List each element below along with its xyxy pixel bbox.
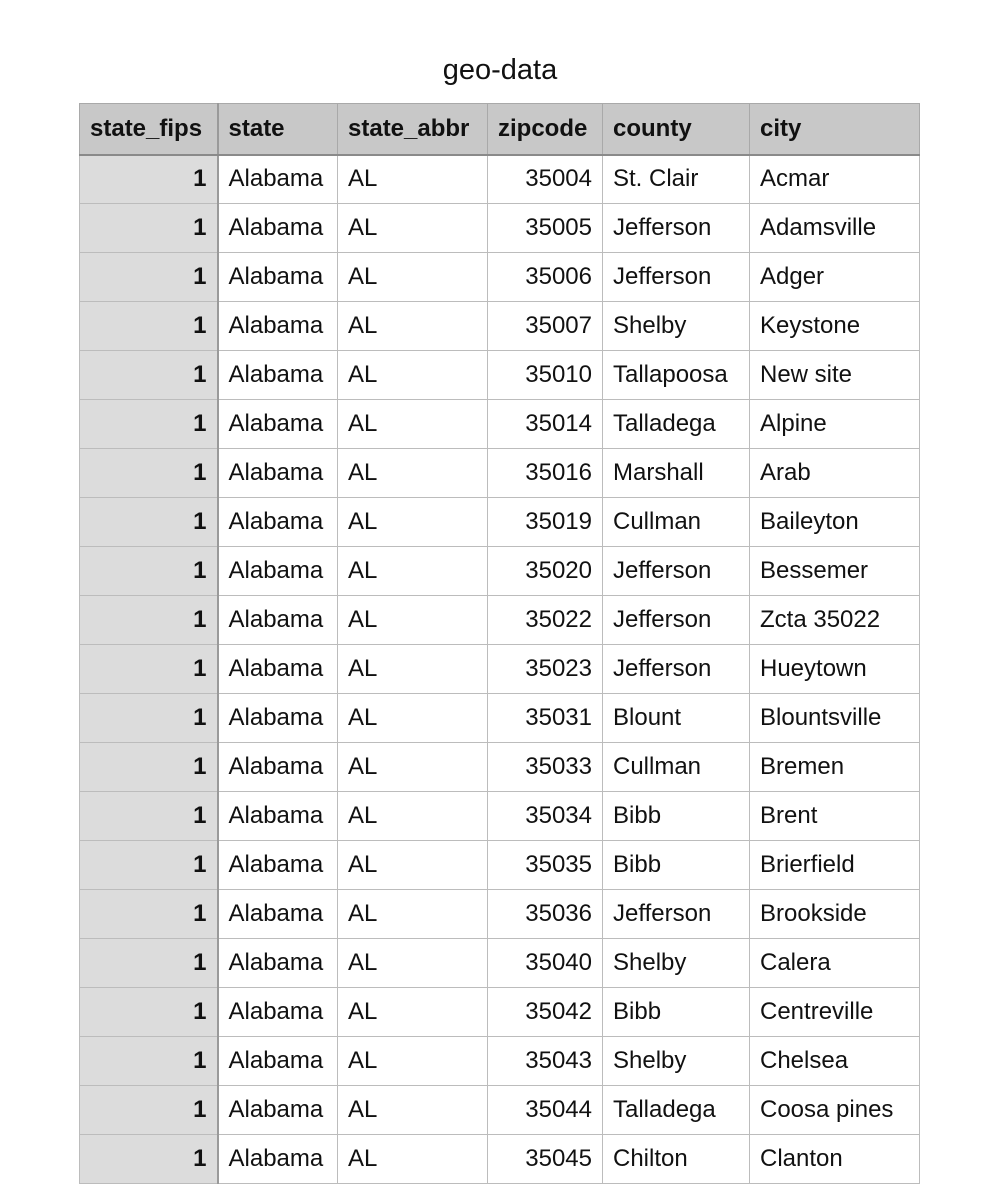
cell-county[interactable]: Shelby bbox=[603, 939, 750, 988]
table-row bbox=[80, 302, 920, 351]
cell-zipcode[interactable]: 35044 bbox=[488, 1086, 603, 1135]
cell-county[interactable]: Cullman bbox=[603, 743, 750, 792]
cell-state[interactable]: Alabama bbox=[218, 694, 338, 743]
cell-county[interactable]: Talladega bbox=[603, 400, 750, 449]
cell-state-fips[interactable]: 1 bbox=[80, 351, 218, 400]
table-row bbox=[80, 204, 920, 253]
cell-county[interactable]: Jefferson bbox=[603, 596, 750, 645]
cell-state-fips[interactable]: 1 bbox=[80, 449, 218, 498]
cell-zipcode[interactable]: 35016 bbox=[488, 449, 603, 498]
table-row bbox=[80, 694, 920, 743]
cell-state-abbr[interactable]: AL bbox=[338, 841, 488, 890]
cell-state-abbr[interactable]: AL bbox=[338, 743, 488, 792]
cell-state[interactable]: Alabama bbox=[218, 351, 338, 400]
cell-county[interactable]: Shelby bbox=[603, 302, 750, 351]
cell-state-fips[interactable]: 1 bbox=[80, 890, 218, 939]
table-row bbox=[80, 1086, 920, 1135]
cell-city[interactable]: New site bbox=[750, 351, 920, 400]
cell-state-abbr[interactable]: AL bbox=[338, 596, 488, 645]
cell-state-abbr[interactable]: AL bbox=[338, 547, 488, 596]
cell-state-fips[interactable]: 1 bbox=[80, 498, 218, 547]
cell-zipcode[interactable]: 35005 bbox=[488, 204, 603, 253]
cell-state-fips[interactable]: 1 bbox=[80, 694, 218, 743]
cell-state[interactable]: Alabama bbox=[218, 792, 338, 841]
cell-county[interactable]: Jefferson bbox=[603, 204, 750, 253]
cell-state[interactable]: Alabama bbox=[218, 449, 338, 498]
data-table bbox=[79, 103, 920, 1184]
cell-state-fips[interactable]: 1 bbox=[80, 1086, 218, 1135]
cell-zipcode[interactable]: 35036 bbox=[488, 890, 603, 939]
table-row bbox=[80, 841, 920, 890]
cell-state[interactable]: Alabama bbox=[218, 547, 338, 596]
cell-city[interactable]: Brierfield bbox=[750, 841, 920, 890]
cell-county[interactable]: Bibb bbox=[603, 792, 750, 841]
cell-state-fips[interactable]: 1 bbox=[80, 743, 218, 792]
cell-zipcode[interactable]: 35043 bbox=[488, 1037, 603, 1086]
cell-county[interactable]: Tallapoosa bbox=[603, 351, 750, 400]
cell-state-abbr[interactable]: AL bbox=[338, 204, 488, 253]
cell-state[interactable]: Alabama bbox=[218, 204, 338, 253]
table-row bbox=[80, 890, 920, 939]
cell-state-abbr[interactable]: AL bbox=[338, 939, 488, 988]
cell-county[interactable]: Chilton bbox=[603, 1135, 750, 1184]
cell-state-abbr[interactable]: AL bbox=[338, 1135, 488, 1184]
cell-state[interactable]: Alabama bbox=[218, 302, 338, 351]
cell-city[interactable]: Adamsville bbox=[750, 204, 920, 253]
cell-state-abbr[interactable]: AL bbox=[338, 449, 488, 498]
cell-state-fips[interactable]: 1 bbox=[80, 253, 218, 302]
table-row bbox=[80, 155, 920, 204]
cell-state-abbr[interactable]: AL bbox=[338, 694, 488, 743]
column-header-state[interactable]: state bbox=[218, 104, 338, 155]
cell-state-abbr[interactable]: AL bbox=[338, 498, 488, 547]
column-header-zipcode[interactable]: zipcode bbox=[488, 104, 603, 155]
cell-city[interactable]: Brookside bbox=[750, 890, 920, 939]
cell-state[interactable]: Alabama bbox=[218, 890, 338, 939]
cell-state[interactable]: Alabama bbox=[218, 400, 338, 449]
cell-zipcode[interactable]: 35033 bbox=[488, 743, 603, 792]
table-row bbox=[80, 988, 920, 1037]
table-row bbox=[80, 743, 920, 792]
cell-zipcode[interactable]: 35035 bbox=[488, 841, 603, 890]
cell-state-abbr[interactable]: AL bbox=[338, 1037, 488, 1086]
cell-zipcode[interactable]: 35020 bbox=[488, 547, 603, 596]
cell-state[interactable]: Alabama bbox=[218, 841, 338, 890]
cell-zipcode[interactable]: 35019 bbox=[488, 498, 603, 547]
cell-state-fips[interactable]: 1 bbox=[80, 302, 218, 351]
cell-state-abbr[interactable]: AL bbox=[338, 645, 488, 694]
cell-state-fips[interactable]: 1 bbox=[80, 988, 218, 1037]
cell-city[interactable]: Acmar bbox=[750, 155, 920, 204]
cell-state[interactable]: Alabama bbox=[218, 253, 338, 302]
cell-city[interactable]: Blountsville bbox=[750, 694, 920, 743]
cell-state-fips[interactable]: 1 bbox=[80, 939, 218, 988]
cell-zipcode[interactable]: 35022 bbox=[488, 596, 603, 645]
cell-state[interactable]: Alabama bbox=[218, 1037, 338, 1086]
cell-city[interactable]: Brent bbox=[750, 792, 920, 841]
table-row bbox=[80, 498, 920, 547]
table-row bbox=[80, 547, 920, 596]
cell-county[interactable]: Jefferson bbox=[603, 645, 750, 694]
sheet-title: geo-data bbox=[442, 54, 558, 86]
cell-state[interactable]: Alabama bbox=[218, 743, 338, 792]
cell-city[interactable]: Adger bbox=[750, 253, 920, 302]
cell-state-abbr[interactable]: AL bbox=[338, 155, 488, 204]
table-row bbox=[80, 939, 920, 988]
table-row bbox=[80, 1135, 920, 1184]
cell-city[interactable]: Coosa pines bbox=[750, 1086, 920, 1135]
cell-city[interactable]: Hueytown bbox=[750, 645, 920, 694]
cell-zipcode[interactable]: 35045 bbox=[488, 1135, 603, 1184]
cell-state-fips[interactable]: 1 bbox=[80, 400, 218, 449]
cell-state-fips[interactable]: 1 bbox=[80, 547, 218, 596]
cell-county[interactable]: Jefferson bbox=[603, 253, 750, 302]
cell-state-fips[interactable]: 1 bbox=[80, 841, 218, 890]
cell-state-fips[interactable]: 1 bbox=[80, 596, 218, 645]
cell-county[interactable]: Bibb bbox=[603, 988, 750, 1037]
header-row bbox=[80, 104, 920, 155]
cell-zipcode[interactable]: 35004 bbox=[488, 155, 603, 204]
cell-state[interactable]: Alabama bbox=[218, 645, 338, 694]
cell-city[interactable]: Arab bbox=[750, 449, 920, 498]
table-row bbox=[80, 351, 920, 400]
cell-city[interactable]: Calera bbox=[750, 939, 920, 988]
cell-county[interactable]: Blount bbox=[603, 694, 750, 743]
cell-zipcode[interactable]: 35014 bbox=[488, 400, 603, 449]
cell-city[interactable]: Baileyton bbox=[750, 498, 920, 547]
cell-city[interactable]: Zcta 35022 bbox=[750, 596, 920, 645]
cell-state-abbr[interactable]: AL bbox=[338, 1086, 488, 1135]
cell-state-abbr[interactable]: AL bbox=[338, 253, 488, 302]
cell-zipcode[interactable]: 35040 bbox=[488, 939, 603, 988]
cell-state[interactable]: Alabama bbox=[218, 939, 338, 988]
column-header-city[interactable]: city bbox=[750, 104, 920, 155]
cell-county[interactable]: St. Clair bbox=[603, 155, 750, 204]
cell-state-abbr[interactable]: AL bbox=[338, 792, 488, 841]
cell-state-fips[interactable]: 1 bbox=[80, 1135, 218, 1184]
cell-county[interactable]: Marshall bbox=[603, 449, 750, 498]
cell-state-abbr[interactable]: AL bbox=[338, 302, 488, 351]
cell-state[interactable]: Alabama bbox=[218, 1135, 338, 1184]
cell-city[interactable]: Chelsea bbox=[750, 1037, 920, 1086]
cell-zipcode[interactable]: 35006 bbox=[488, 253, 603, 302]
cell-state[interactable]: Alabama bbox=[218, 596, 338, 645]
cell-county[interactable]: Shelby bbox=[603, 1037, 750, 1086]
cell-state-abbr[interactable]: AL bbox=[338, 400, 488, 449]
cell-state-fips[interactable]: 1 bbox=[80, 204, 218, 253]
table-row bbox=[80, 400, 920, 449]
cell-county[interactable]: Cullman bbox=[603, 498, 750, 547]
cell-city[interactable]: Keystone bbox=[750, 302, 920, 351]
cell-state-fips[interactable]: 1 bbox=[80, 1037, 218, 1086]
cell-state[interactable]: Alabama bbox=[218, 988, 338, 1037]
cell-state[interactable]: Alabama bbox=[218, 155, 338, 204]
table-row bbox=[80, 645, 920, 694]
cell-county[interactable]: Talladega bbox=[603, 1086, 750, 1135]
cell-state-fips[interactable]: 1 bbox=[80, 645, 218, 694]
cell-city[interactable]: Clanton bbox=[750, 1135, 920, 1184]
cell-city[interactable]: Centreville bbox=[750, 988, 920, 1037]
cell-city[interactable]: Bremen bbox=[750, 743, 920, 792]
column-header-county[interactable]: county bbox=[603, 104, 750, 155]
cell-city[interactable]: Alpine bbox=[750, 400, 920, 449]
cell-zipcode[interactable]: 35007 bbox=[488, 302, 603, 351]
cell-zipcode[interactable]: 35034 bbox=[488, 792, 603, 841]
cell-zipcode[interactable]: 35010 bbox=[488, 351, 603, 400]
cell-state-fips[interactable]: 1 bbox=[80, 155, 218, 204]
cell-state-abbr[interactable]: AL bbox=[338, 988, 488, 1037]
table-row bbox=[80, 596, 920, 645]
cell-county[interactable]: Bibb bbox=[603, 841, 750, 890]
cell-city[interactable]: Bessemer bbox=[750, 547, 920, 596]
table-row bbox=[80, 253, 920, 302]
cell-state[interactable]: Alabama bbox=[218, 1086, 338, 1135]
table-row bbox=[80, 1037, 920, 1086]
cell-state-abbr[interactable]: AL bbox=[338, 890, 488, 939]
cell-county[interactable]: Jefferson bbox=[603, 547, 750, 596]
table-row bbox=[80, 792, 920, 841]
cell-state-abbr[interactable]: AL bbox=[338, 351, 488, 400]
cell-state-fips[interactable]: 1 bbox=[80, 792, 218, 841]
cell-county[interactable]: Jefferson bbox=[603, 890, 750, 939]
cell-zipcode[interactable]: 35042 bbox=[488, 988, 603, 1037]
cell-zipcode[interactable]: 35031 bbox=[488, 694, 603, 743]
column-header-state-fips[interactable]: state_fips bbox=[80, 104, 218, 155]
cell-zipcode[interactable]: 35023 bbox=[488, 645, 603, 694]
column-header-state-abbr[interactable]: state_abbr bbox=[338, 104, 488, 155]
table-row bbox=[80, 449, 920, 498]
cell-state[interactable]: Alabama bbox=[218, 498, 338, 547]
